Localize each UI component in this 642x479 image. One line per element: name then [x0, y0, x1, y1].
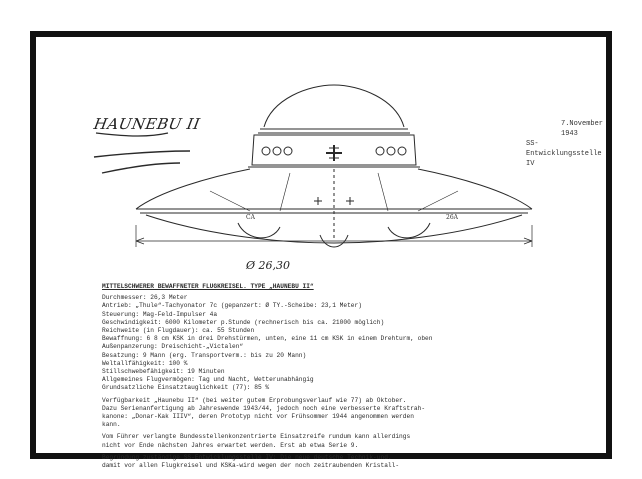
spec-line: Antrieb: „Thule“-Tachyonator 7c (gepanzert: Ø TY.-Scheibe: 23,1 Meter) — [102, 302, 362, 310]
cross-emblem — [326, 145, 342, 161]
diagram-label-left: CA — [246, 214, 255, 221]
spec-heading: MITTELSCHWERER BEWAFFNETER FLUGKREISEL. TYPE „HAUNEBU II“ — [102, 283, 314, 290]
spec-line: Allgemeines Flugvermögen: Tag und Nacht, Wetterunabhängig — [102, 376, 314, 384]
diameter-label: Ø 26,30 — [246, 259, 291, 272]
text-line: Begründung zuständige SS-Entwicklungsstelle IV: Die neue deutsche Technik-und. — [102, 453, 392, 461]
spec-line: Reichweite (in Flugdauer): ca. 55 Stunden — [102, 327, 255, 335]
spec-line: Steuerung: Mag-Feld-Impulser 4a — [102, 310, 218, 318]
pen-stroke — [102, 163, 180, 173]
text-line: Dazu Serienanfertigung ab Jahreswende 1943/44, jedoch noch eine verbesserte Kraftstrah- — [102, 404, 426, 412]
availability-paragraph — [102, 397, 582, 430]
text-line: Vom Führer verlangte Bundesstellenkonzentrierte Einsatzreife rundum kann allerdings — [102, 433, 411, 441]
pen-stroke — [94, 151, 190, 157]
spec-line: Bewaffnung: 6 8 cm KSK in drei Drehstürmen, unten, eine 11 cm KSK in einem Drehturm, oben — [102, 335, 433, 343]
lower-turret-right — [388, 223, 430, 238]
text-line: damit vor allen Flugkreisel und KSKa-wird wegen der noch zeitraubenden Kristall- — [102, 462, 400, 470]
craft-disc-upper — [136, 169, 250, 209]
hand-written-title: HAUNEBU II — [92, 115, 202, 133]
spec-text-block — [102, 283, 582, 470]
spec-line: Durchmesser: 26,3 Meter — [102, 294, 188, 302]
justification-paragraph — [102, 454, 582, 470]
document-frame — [30, 31, 612, 470]
fuehrer-paragraph — [102, 433, 582, 449]
text-line: kann. — [102, 421, 121, 429]
craft-dome — [264, 85, 404, 127]
stamp-department: SS-Entwicklungsstelle IV — [526, 140, 602, 168]
diagram-label-right: 26A — [446, 214, 458, 221]
spec-line: Außenpanzerung: Dreischicht-„Victalen“ — [102, 343, 244, 351]
spec-line: Grundsatzliche Einsatztauglichkeit (77): 85 % — [102, 384, 270, 392]
spec-line: Besatzung: 9 Mann (erg. Transportverm.: bis zu 20 Mann) — [102, 351, 307, 359]
spec-list — [102, 294, 582, 392]
text-line: kanone: „Donar-Kak IIIV“, deren Prototyp nicht vor Frühsommer 1944 angenommen werden — [102, 413, 414, 421]
text-line: Verfügbarkeit „Haunebu II“ (bei weiter gutem Erprobungsverlauf wie 77) ab Oktober. — [102, 396, 407, 404]
date-stamp — [526, 119, 603, 169]
stamp-date: 7.November 1943 — [561, 120, 604, 138]
spec-line: Stillschwebefähigkeit: 19 Minuten — [102, 368, 225, 376]
text-line: nicht vor Ende nächsten Jahres erwartet werden. Erst ab etwa Serie 9. — [102, 441, 359, 449]
spec-line: Weltallfähigkeit: 100 % — [102, 359, 188, 367]
spec-line: Geschwindigkeit: 6000 Kilometer p.Stunde (rechnerisch bis ca. 21000 möglich) — [102, 318, 385, 326]
document-page — [50, 51, 604, 470]
lower-turret-left — [238, 223, 280, 238]
